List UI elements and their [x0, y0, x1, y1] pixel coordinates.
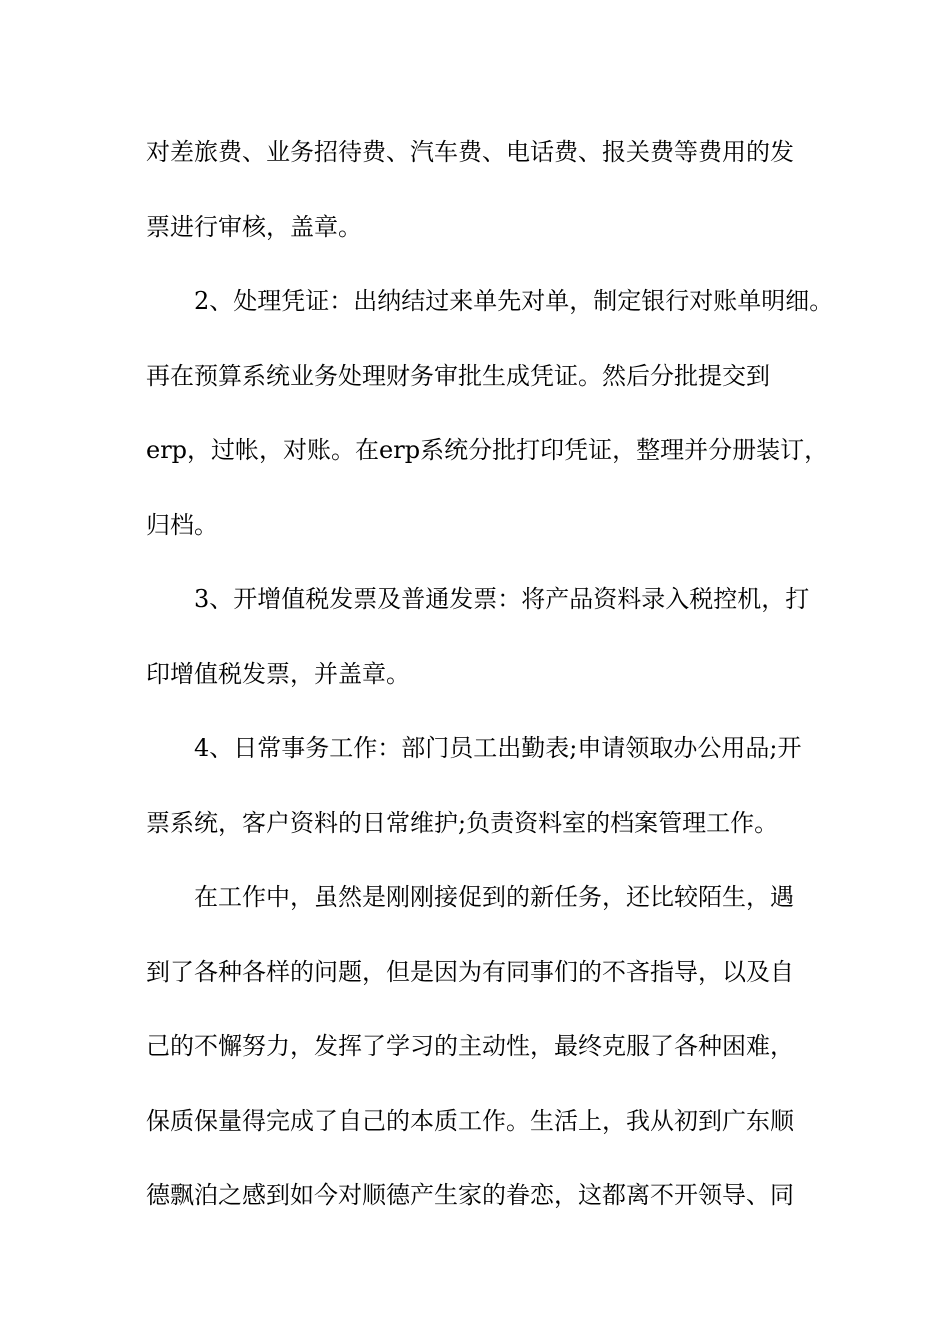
text-line: 印增值税发票，并盖章。 [146, 659, 410, 688]
text-line: 到了各种各样的问题，但是因为有同事们的不吝指导，以及自 [146, 957, 794, 986]
text-line: 票系统，客户资料的日常维护;负责资料室的档案管理工作。 [146, 808, 779, 837]
text-line: 己的不懈努力，发挥了学习的主动性，最终克服了各种困难， [146, 1032, 794, 1060]
paragraph-start-line: 2、处理凭证：出纳结过来单先对单，制定银行对账单明细。 [194, 287, 834, 315]
text-line: 保质保量得完成了自己的本质工作。生活上，我从初到广东顺 [146, 1106, 794, 1135]
text-line: erp，过帐，对账。在erp系统分批打印凭证，整理并分册装订， [146, 436, 829, 464]
paragraph-start-line: 4、日常事务工作：部门员工出勤表;申请领取办公用品;开 [194, 734, 802, 762]
text-line: 票进行审核，盖章。 [146, 212, 362, 241]
paragraph-start-line: 在工作中，虽然是刚刚接促到的新任务，还比较陌生，遇 [194, 883, 794, 911]
text-line: 德飘泊之感到如今对顺德产生家的眷恋，这都离不开领导、同 [146, 1181, 794, 1209]
text-line: 再在预算系统业务处理财务审批生成凭证。然后分批提交到 [146, 361, 770, 390]
text-line: 归档。 [146, 510, 218, 539]
text-line: 对差旅费、业务招待费、汽车费、电话费、报关费等费用的发 [146, 138, 794, 166]
paragraph-start-line: 3、开增值税发票及普通发票：将产品资料录入税控机，打 [194, 585, 810, 613]
document-body [146, 132, 834, 1250]
